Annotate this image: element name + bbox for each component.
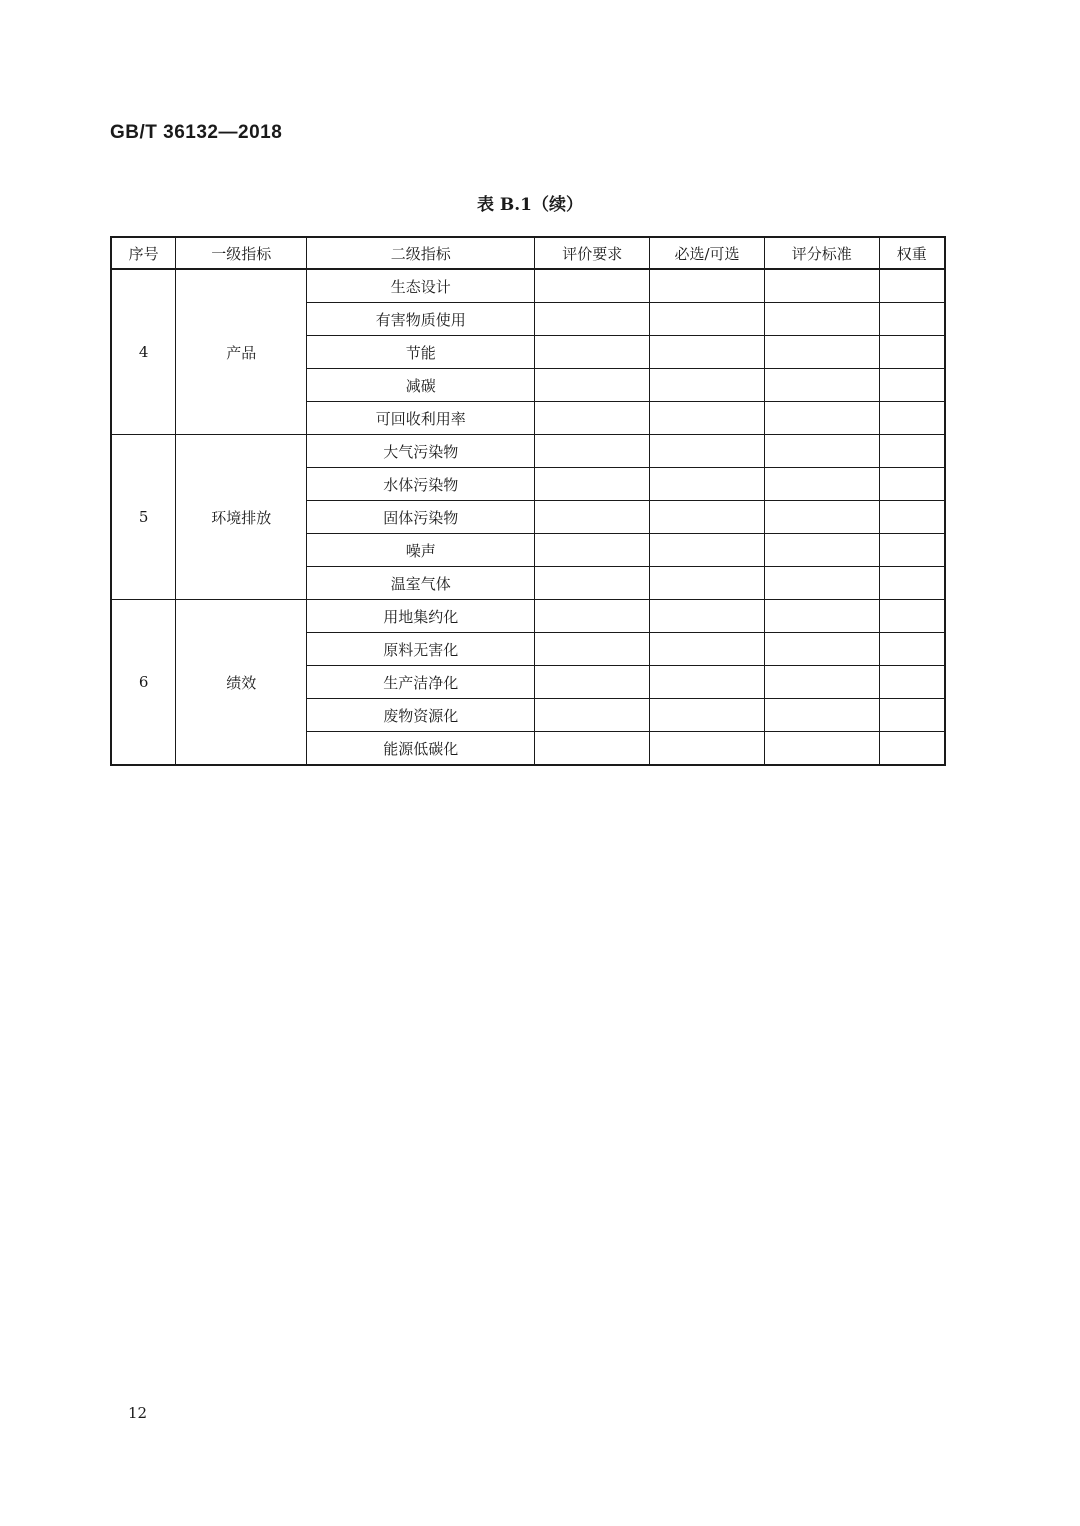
evaluation-requirement-cell bbox=[535, 699, 650, 732]
secondary-indicator-cell: 原料无害化 bbox=[307, 633, 535, 666]
scoring-standard-cell bbox=[764, 336, 879, 369]
weight-cell bbox=[879, 402, 945, 435]
table-title: 表 B.1（续） bbox=[476, 195, 584, 215]
weight-cell bbox=[879, 468, 945, 501]
scoring-standard-cell bbox=[764, 435, 879, 468]
row-index-cell: 4 bbox=[111, 269, 176, 435]
required-optional-cell bbox=[650, 666, 765, 699]
scoring-standard-cell bbox=[764, 600, 879, 633]
evaluation-requirement-cell bbox=[535, 336, 650, 369]
weight-cell bbox=[879, 600, 945, 633]
secondary-indicator-cell: 噪声 bbox=[307, 534, 535, 567]
secondary-indicator-cell: 水体污染物 bbox=[307, 468, 535, 501]
primary-indicator-cell: 绩效 bbox=[176, 600, 307, 766]
indicator-table bbox=[110, 236, 946, 766]
evaluation-requirement-cell bbox=[535, 303, 650, 336]
evaluation-requirement-cell bbox=[535, 666, 650, 699]
secondary-indicator-cell: 固体污染物 bbox=[307, 501, 535, 534]
weight-cell bbox=[879, 303, 945, 336]
page-number: 12 bbox=[128, 1404, 148, 1422]
secondary-indicator-cell: 大气污染物 bbox=[307, 435, 535, 468]
primary-indicator-cell: 产品 bbox=[176, 269, 307, 435]
secondary-indicator-cell: 可回收利用率 bbox=[307, 402, 535, 435]
required-optional-cell bbox=[650, 534, 765, 567]
scoring-standard-cell bbox=[764, 402, 879, 435]
required-optional-cell bbox=[650, 600, 765, 633]
weight-cell bbox=[879, 567, 945, 600]
scoring-standard-cell bbox=[764, 666, 879, 699]
evaluation-requirement-cell bbox=[535, 633, 650, 666]
secondary-indicator-cell: 减碳 bbox=[307, 369, 535, 402]
column-header: 二级指标 bbox=[307, 237, 535, 269]
weight-cell bbox=[879, 369, 945, 402]
scoring-standard-cell bbox=[764, 501, 879, 534]
secondary-indicator-cell: 能源低碳化 bbox=[307, 732, 535, 766]
weight-cell bbox=[879, 336, 945, 369]
evaluation-requirement-cell bbox=[535, 369, 650, 402]
standard-number: GB/T 36132—2018 bbox=[110, 122, 283, 143]
required-optional-cell bbox=[650, 567, 765, 600]
secondary-indicator-cell: 废物资源化 bbox=[307, 699, 535, 732]
scoring-standard-cell bbox=[764, 303, 879, 336]
required-optional-cell bbox=[650, 402, 765, 435]
required-optional-cell bbox=[650, 732, 765, 766]
secondary-indicator-cell: 有害物质使用 bbox=[307, 303, 535, 336]
weight-cell bbox=[879, 666, 945, 699]
evaluation-requirement-cell bbox=[535, 501, 650, 534]
secondary-indicator-cell: 温室气体 bbox=[307, 567, 535, 600]
table-row bbox=[111, 269, 945, 303]
scoring-standard-cell bbox=[764, 534, 879, 567]
secondary-indicator-cell: 用地集约化 bbox=[307, 600, 535, 633]
scoring-standard-cell bbox=[764, 567, 879, 600]
weight-cell bbox=[879, 534, 945, 567]
required-optional-cell bbox=[650, 633, 765, 666]
row-index-cell: 6 bbox=[111, 600, 176, 766]
required-optional-cell bbox=[650, 303, 765, 336]
evaluation-requirement-cell bbox=[535, 534, 650, 567]
column-header: 评价要求 bbox=[535, 237, 650, 269]
required-optional-cell bbox=[650, 336, 765, 369]
scoring-standard-cell bbox=[764, 699, 879, 732]
evaluation-requirement-cell bbox=[535, 567, 650, 600]
weight-cell bbox=[879, 633, 945, 666]
scoring-standard-cell bbox=[764, 468, 879, 501]
secondary-indicator-cell: 生产洁净化 bbox=[307, 666, 535, 699]
table-header-row bbox=[111, 237, 945, 269]
secondary-indicator-cell: 节能 bbox=[307, 336, 535, 369]
column-header: 一级指标 bbox=[176, 237, 307, 269]
required-optional-cell bbox=[650, 369, 765, 402]
required-optional-cell bbox=[650, 269, 765, 303]
primary-indicator-cell: 环境排放 bbox=[176, 435, 307, 600]
table-row bbox=[111, 435, 945, 468]
table-body bbox=[111, 269, 945, 765]
required-optional-cell bbox=[650, 699, 765, 732]
column-header: 必选/可选 bbox=[650, 237, 765, 269]
scoring-standard-cell bbox=[764, 633, 879, 666]
required-optional-cell bbox=[650, 435, 765, 468]
weight-cell bbox=[879, 699, 945, 732]
column-header: 评分标准 bbox=[764, 237, 879, 269]
scoring-standard-cell bbox=[764, 369, 879, 402]
evaluation-requirement-cell bbox=[535, 600, 650, 633]
column-header: 权重 bbox=[879, 237, 945, 269]
required-optional-cell bbox=[650, 501, 765, 534]
evaluation-requirement-cell bbox=[535, 468, 650, 501]
weight-cell bbox=[879, 269, 945, 303]
weight-cell bbox=[879, 501, 945, 534]
scoring-standard-cell bbox=[764, 732, 879, 766]
required-optional-cell bbox=[650, 468, 765, 501]
evaluation-requirement-cell bbox=[535, 732, 650, 766]
secondary-indicator-cell: 生态设计 bbox=[307, 269, 535, 303]
table-row bbox=[111, 600, 945, 633]
column-header: 序号 bbox=[111, 237, 176, 269]
row-index-cell: 5 bbox=[111, 435, 176, 600]
evaluation-requirement-cell bbox=[535, 435, 650, 468]
evaluation-requirement-cell bbox=[535, 402, 650, 435]
weight-cell bbox=[879, 435, 945, 468]
scoring-standard-cell bbox=[764, 269, 879, 303]
weight-cell bbox=[879, 732, 945, 766]
evaluation-requirement-cell bbox=[535, 269, 650, 303]
